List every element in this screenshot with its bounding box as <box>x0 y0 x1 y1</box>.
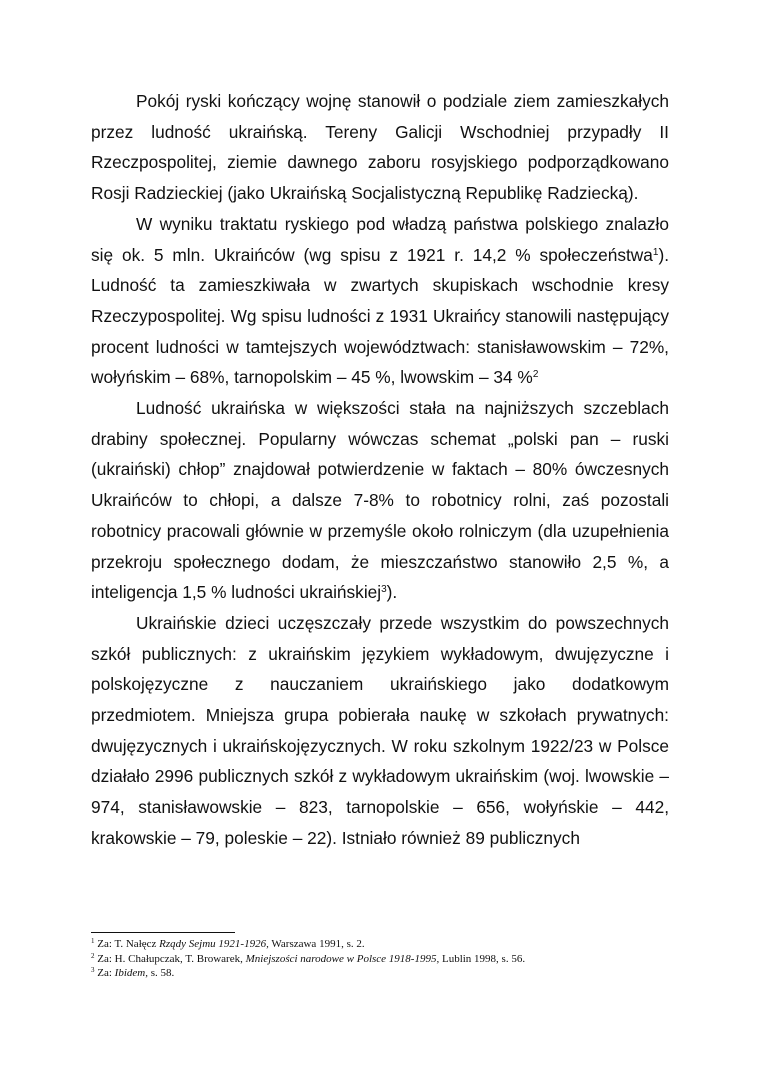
footnote-2 <box>91 952 669 967</box>
paragraph-text: ). Ludność ta zamieszkiwała w zwartych skupiskach wschodnie kresy Rzeczypospolitej. Wg spisu ludności z 1931 Ukraińcy stanowili następujący procent ludności w tamtejszych województwach: stanisławowskim – 72%, wołyńskim – 68%, tarnopolskim – 45 %, lwowskim – 34 % <box>91 244 669 388</box>
footnote-title: Mniejszości narodowe w Polsce 1918-1995, <box>245 952 440 965</box>
footnotes-section <box>91 932 669 981</box>
paragraph-text: Ukraińskie dzieci uczęszczały przede wszystkim do powszechnych szkół publicznych: z ukraińskim językiem wykładowym, dwujęzyczne i polskojęzyczne z nauczaniem ukraińskiego jako dodatkowym przedmiotem. Mniejsza grupa pobierała naukę w szkołach prywatnych: dwujęzycznych i ukraińskojęzycznych. W roku szkolnym 1922/23 w Polsce działało 2996 publicznych szkół z wykładowym ukraińskim (woj. lwowskie – 974, stanisławowskie – 823, tarnopolskie – 656, wołyńskie – 442, krakowskie – 79, poleskie – 22). Istniało również 89 publicznych <box>91 612 669 848</box>
paragraph-text: W wyniku traktatu ryskiego pod władzą państwa polskiego znalazło się ok. 5 mln. Ukraińców (wg spisu z 1921 r. 14,2 % społeczeństwa <box>91 213 669 265</box>
footnote-number: 1 <box>91 937 95 945</box>
footnote-number: 2 <box>91 951 95 960</box>
paragraph-3 <box>91 393 669 608</box>
footnote-text: Za: T. Nałęcz <box>94 938 160 950</box>
footnote-text: Za: H. Chałupczak, T. Browarek, <box>94 952 246 965</box>
paragraph-4 <box>91 608 669 854</box>
footnote-title: Rządy Sejmu 1921-1926, <box>159 938 269 950</box>
footnote-text: Lublin 1998, s. 56. <box>439 952 526 965</box>
footnote-3 <box>91 966 669 981</box>
footnote-title: Ibidem, <box>114 967 148 979</box>
paragraph-1 <box>91 86 669 209</box>
paragraph-text: Pokój ryski kończący wojnę stanowił o podziale ziem zamieszkałych przez ludność ukraińską. Tereny Galicji Wschodniej przypadły II Rzeczpospolitej, ziemie dawnego zaboru rosyjskiego podporządkowano Rosji Radzieckiej (jako Ukraińską Socjalistyczną Republikę Radziecką). <box>91 91 669 204</box>
paragraph-text: ). <box>386 582 398 603</box>
document-body <box>91 86 669 854</box>
footnote-text: s. 58. <box>147 967 175 979</box>
footnote-1 <box>91 937 669 952</box>
paragraph-2 <box>91 209 669 393</box>
footnote-number: 3 <box>91 966 95 974</box>
footnote-ref-1: 1 <box>652 246 659 258</box>
footnote-separator <box>91 932 235 933</box>
footnote-ref-2: 2 <box>532 369 539 381</box>
footnote-ref-3: 3 <box>381 584 387 596</box>
footnote-text: Za: <box>94 967 115 979</box>
footnote-text: Warszawa 1991, s. 2. <box>268 938 365 950</box>
paragraph-text: Ludność ukraińska w większości stała na najniższych szczeblach drabiny społecznej. Popularny wówczas schemat „polski pan – ruski (ukraiński) chłop” znajdował potwierdzenie w faktach – 80% ówczesnych Ukraińców to chłopi, a dalsze 7-8% to robotnicy rolni, zaś pozostali robotnicy pracowali głównie w przemyśle około rolniczym (dla uzupełnienia przekroju społecznego dodam, że mieszczaństwo stanowiło 2,5 %, a inteligencja 1,5 % ludności ukraińskiej <box>91 398 669 603</box>
